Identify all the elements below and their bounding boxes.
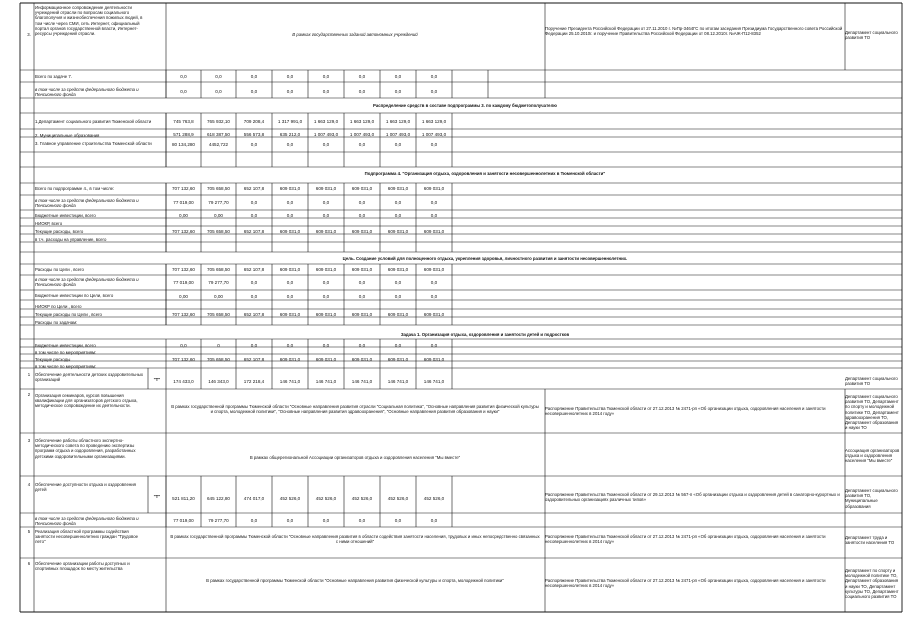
value-cell: 707 132,60 <box>172 186 195 191</box>
value-cell: 0,0 <box>430 213 438 218</box>
value-cell: 0,0 <box>215 89 222 94</box>
value-cell: 0,0 <box>322 294 330 299</box>
federal-share-label: в том числе за средств федерального бюджета и Пенсионного фонда <box>35 516 139 527</box>
value-cell: 0,0 <box>250 294 258 299</box>
value-cell: 452 526,0 <box>351 496 373 501</box>
row-number: 6 <box>27 561 31 566</box>
goal-total-label: Расходы по Цели , всего <box>35 267 84 272</box>
row-number: 5 <box>27 529 31 534</box>
value-cell: 609 031,0 <box>387 186 409 191</box>
value-cell: 1 663 129,0 <box>421 119 447 124</box>
value-cell: 652 107,8 <box>243 267 265 272</box>
value-cell: 618 387,50 <box>207 132 230 137</box>
measure-label: Организация семинаров, курсов повышения квалификации для организаторов детского отдыха, методическое сопровождение их деятельности. <box>35 393 138 409</box>
value-cell: 652 107,8 <box>243 312 265 317</box>
row-number: 3. <box>27 32 31 37</box>
row-number: 3 <box>27 438 31 443</box>
value-cell: 0,0 <box>215 74 222 79</box>
value-cell: 0,0 <box>286 89 294 94</box>
value-cell: 0,0 <box>430 280 438 285</box>
value-cell: 0,0 <box>322 518 330 523</box>
recipient-municipal: 2. Муниципальные образования <box>35 133 100 138</box>
value-cell: 0,0 <box>250 343 258 348</box>
value-cell: 705 658,50 <box>207 312 230 317</box>
implementation-note: В рамках государственной программы Тюменской области "Основные направления развития в области содействия занятости населения, трудовых и иных непосредственно связанных с ними отношений" <box>170 534 540 545</box>
measure-label: Обеспечение организации работы доступных и спортивных площадок по месту жительства <box>35 561 130 572</box>
value-cell: 77 019,00 <box>173 280 194 285</box>
tasks-label: Расходы по задачам: <box>35 320 78 325</box>
value-cell: 556 573,8 <box>243 132 265 137</box>
task-incl-label: в том числе по мероприятиям: <box>35 364 97 369</box>
value-cell: 0,0 <box>358 280 366 285</box>
mark-t: "Т" <box>153 377 161 382</box>
value-cell: 146 741,0 <box>279 379 301 384</box>
value-cell: 0,0 <box>394 89 402 94</box>
value-cell: 609 031,0 <box>423 186 445 191</box>
legal-basis: Распоряжение Правительства Тюменской области от 27.12.2013 № 2471-рп «Об организации отдыха, оздоровления населения и занятости несовершеннолетних в 2014 году» <box>545 534 826 545</box>
value-cell: 0,0 <box>322 213 330 218</box>
capital-investments-label: Бюджетные инвестиции, всего <box>35 213 96 218</box>
value-cell: 609 031,0 <box>423 267 445 272</box>
value-cell: 609 031,0 <box>315 312 337 317</box>
value-cell: 0,0 <box>430 142 438 147</box>
value-cell: 172 218,4 <box>243 379 265 384</box>
value-cell: 0,0 <box>286 142 294 147</box>
task1-header: Задача 1. Организация отдыха, оздоровления и занятости детей и подростков <box>400 332 570 337</box>
distribution-header: Распределение средств в составе подпрограммы 3. по каждому бюджетополучателю <box>373 103 557 108</box>
value-cell: 521 811,20 <box>172 496 195 501</box>
value-cell: 0,0 <box>322 280 330 285</box>
value-cell: 1 663 129,0 <box>313 119 339 124</box>
mark-t: "Т" <box>153 494 161 499</box>
measure-label: Обеспечение доступности отдыха и оздоровления детей <box>35 482 136 493</box>
value-cell: 146 741,0 <box>351 379 373 384</box>
value-cell: 652 107,8 <box>243 229 265 234</box>
value-cell: 0,00 <box>214 294 223 299</box>
value-cell: 0,0 <box>286 294 294 299</box>
value-cell: 609 031,0 <box>351 186 373 191</box>
measure-label: Информационное сопровождение деятельности учреждений отрасли по вопросам социального благополучия и жизнеобеспечения пожилых людей, в том числе через СМИ, сеть Интернет, официальный портал органов государственной власти, Интернет-ресурсы учреждений отрасли. <box>35 5 143 37</box>
executor: Департамент социального развития ТО <box>845 376 898 387</box>
task-investments-label: Бюджетные инвестиции, всего <box>35 343 96 348</box>
value-cell: 0,0 <box>358 518 366 523</box>
federal-share-label: в том числе за средств федерального бюджета и Пенсионного фонда <box>35 87 139 98</box>
value-cell: 0,0 <box>250 280 258 285</box>
value-cell: 609 031,0 <box>279 312 301 317</box>
value-cell: 80 134,280 <box>172 142 195 147</box>
value-cell: 0,0 <box>250 89 258 94</box>
value-cell: 146 741,0 <box>387 379 409 384</box>
value-cell: 0,00 <box>179 294 188 299</box>
value-cell: 609 031,0 <box>279 267 301 272</box>
value-cell: 0,0 <box>286 200 294 205</box>
value-cell: 77 019,00 <box>173 518 194 523</box>
value-cell: 452 526,0 <box>387 496 409 501</box>
recipient-dsr: 1.Департамент социального развития Тюменской области <box>35 119 152 124</box>
value-cell: 0,0 <box>322 200 330 205</box>
value-cell: 4452,722 <box>208 142 229 147</box>
value-cell: 635 212,0 <box>279 132 301 137</box>
value-cell: 146 741,0 <box>315 379 337 384</box>
measure-label: Обеспечение работы областного экспертно-методического совета по проведению экспертизы программ отдыха и оздоровления, разработанных детскими оздоровительными организациями. <box>35 438 136 459</box>
value-cell: 0,0 <box>358 142 366 147</box>
federal-share-label: в том числе за средств федерального бюджета и Пенсионного фонда <box>35 277 139 288</box>
value-cell: 1 007 493,0 <box>349 132 375 137</box>
value-cell: 609 031,0 <box>315 267 337 272</box>
value-cell: 745 763,8 <box>173 119 194 124</box>
niokr-label: НИОКР, всего <box>35 221 63 226</box>
value-cell: 0,0 <box>250 142 258 147</box>
executor: Департамент труда и занятости населения ТО <box>845 535 895 546</box>
value-cell: 609 031,0 <box>351 312 373 317</box>
management-costs-label: в т.ч. расходы на управление, всего <box>35 237 107 242</box>
value-cell: 0,0 <box>322 89 330 94</box>
value-cell: 0,0 <box>358 200 366 205</box>
value-cell: 705 658,50 <box>207 357 230 362</box>
goal-current-label: Текущие расходы по Цели , всего <box>35 312 102 317</box>
value-cell: 0,0 <box>430 294 438 299</box>
value-cell: 609 031,0 <box>351 357 373 362</box>
recipient-construction: 3. Главное управление строительства Тюменской области <box>35 141 152 146</box>
value-cell: 0,0 <box>250 74 258 79</box>
value-cell: 0,0 <box>286 518 294 523</box>
value-cell: 0,00 <box>214 213 223 218</box>
value-cell: 0,0 <box>394 518 402 523</box>
value-cell: 705 658,50 <box>207 186 230 191</box>
value-cell: 474 017,0 <box>243 496 265 501</box>
value-cell: 707 132,60 <box>172 267 195 272</box>
value-cell: 609 031,0 <box>315 229 337 234</box>
value-cell: 609 031,0 <box>387 312 409 317</box>
value-cell: 0 <box>217 343 220 348</box>
value-cell: 652 107,8 <box>243 357 265 362</box>
value-cell: 609 031,0 <box>423 229 445 234</box>
total-sub4-label: Всего по подпрограмме 4., в том числе: <box>35 186 115 191</box>
row-number: 4 <box>27 482 31 487</box>
value-cell: 609 031,0 <box>387 357 409 362</box>
row-number: 1 <box>27 372 31 377</box>
subprogram4-header: Подпрограмма 4. "Организация отдыха, оздоровления и занятости несовершеннолетних в Тюменской области" <box>364 171 606 176</box>
value-cell: 0,0 <box>322 343 330 348</box>
value-cell: 609 031,0 <box>351 229 373 234</box>
implementation-note: В рамках государственной программы Тюменской области "Основные направления развития физической культуры и спорта, молодежной политики" <box>206 578 504 583</box>
value-cell: 0,0 <box>180 89 187 94</box>
value-cell: 1 663 129,0 <box>349 119 375 124</box>
value-cell: 146 741,0 <box>423 379 445 384</box>
value-cell: 0,0 <box>394 343 402 348</box>
value-cell: 77 019,00 <box>173 200 194 205</box>
value-cell: 0,0 <box>394 280 402 285</box>
value-cell: 79 277,70 <box>208 518 229 523</box>
value-cell: 609 031,0 <box>315 357 337 362</box>
total-task7-label: Всего по задаче 7. <box>35 74 72 79</box>
current-costs-label: Текущие расходы, всего <box>35 229 84 234</box>
value-cell: 0,0 <box>430 518 438 523</box>
value-cell: 452 526,0 <box>279 496 301 501</box>
value-cell: 0,0 <box>358 343 366 348</box>
value-cell: 0,0 <box>322 74 330 79</box>
goal-niokr-label: НИОКР по Цели , всего <box>35 304 82 309</box>
executor: Департамент по спорту и молодежной политике ТО, Департамент образования и науки ТО, Департамент культуры ТО, Департамент социального развития ТО <box>845 568 899 600</box>
value-cell: 0,0 <box>180 74 187 79</box>
value-cell: 452 526,0 <box>315 496 337 501</box>
goal-investments-label: Бюджетные инвестиции по Цели, всего <box>35 293 114 298</box>
value-cell: 0,0 <box>430 200 438 205</box>
value-cell: 0,0 <box>358 89 366 94</box>
legal-basis: Распоряжение Правительства Тюменской области от 27.12.2013 № 2471-рп «Об организации отдыха, оздоровления населения и занятости несовершеннолетних в 2014 году» <box>545 406 826 417</box>
value-cell: 0,0 <box>358 74 366 79</box>
value-cell: 0,0 <box>286 74 294 79</box>
value-cell: 709 208,4 <box>243 119 265 124</box>
value-cell: 609 031,0 <box>387 229 409 234</box>
goal-header: Цель. Создание условий для полноценного отдыха, укрепления здоровья, личностного развития и занятости несовершеннолетних. <box>342 256 628 261</box>
legal-basis: Распоряжение Правительства Тюменской области от 27.12.2013 № 2471-рп «Об организации отдыха, оздоровления населения и занятости несовершеннолетних в 2014 году» <box>545 578 826 589</box>
value-cell: 0,0 <box>430 89 438 94</box>
value-cell: 609 031,0 <box>351 267 373 272</box>
value-cell: 645 122,80 <box>207 496 230 501</box>
value-cell: 705 658,50 <box>207 229 230 234</box>
measure-label: Обеспечение деятельности детских оздоровительных организаций <box>35 372 144 383</box>
row-number: 2 <box>27 392 31 397</box>
value-cell: 0,0 <box>394 294 402 299</box>
value-cell: 609 031,0 <box>279 357 301 362</box>
value-cell: 0,0 <box>430 343 438 348</box>
value-cell: 0,00 <box>179 213 188 218</box>
task-incl-label: в том числе по мероприятиям: <box>35 350 97 355</box>
federal-share-label: в том числе за средств федерального бюджета и Пенсионного фонда <box>35 198 139 209</box>
value-cell: 0,0 <box>394 213 402 218</box>
value-cell: 652 107,8 <box>243 186 265 191</box>
value-cell: 0,0 <box>286 213 294 218</box>
implementation-note: В рамках государственной программы Тюменской области "Основные направления развития отрасли "Социальная политика", "Основные направления развития физической культуры и спорта, молодежной политики", "Основные направления развития здравоохранения", "Основные направления развития образования и науки" <box>171 404 539 415</box>
value-cell: 1 007 493,0 <box>313 132 339 137</box>
task-current-label: Текущие расходы <box>35 357 71 362</box>
legal-basis: Поручение Президента Российской Федерации от 27.11.2010 г. №Пр-3464ГС по итогам заседания Президиума Государственного совета Российской Федерации 25.10.2010г. и поручение Правительства Российской Федерации от 08.12.2010г. №АЖ-П12-8352 <box>545 26 843 37</box>
value-cell: 609 031,0 <box>387 267 409 272</box>
value-cell: 707 132,60 <box>172 357 195 362</box>
executor: Ассоциация организаторов отдыха и оздоровления населения "Мы вместе" <box>845 448 900 464</box>
value-cell: 0,0 <box>430 74 438 79</box>
value-cell: 0,0 <box>394 74 402 79</box>
value-cell: 707 132,60 <box>172 229 195 234</box>
value-cell: 79 277,70 <box>208 280 229 285</box>
executor: Департамент социального развития ТО <box>845 30 898 41</box>
value-cell: 0,0 <box>250 213 258 218</box>
implementation-note: В рамках общерегиональной Ассоциации организаторов отдыха и оздоровления населения "Мы вместе" <box>249 455 461 460</box>
value-cell: 707 132,60 <box>172 312 195 317</box>
value-cell: 609 031,0 <box>423 357 445 362</box>
value-cell: 609 031,0 <box>279 229 301 234</box>
value-cell: 0,0 <box>286 343 294 348</box>
executor: Департамент социального развития ТО, Муниципальные образования <box>845 488 898 509</box>
value-cell: 609 031,0 <box>423 312 445 317</box>
value-cell: 1 663 129,0 <box>385 119 411 124</box>
value-cell: 146 343,0 <box>208 379 229 384</box>
value-cell: 1 317 991,0 <box>277 119 303 124</box>
value-cell: 0,0 <box>358 213 366 218</box>
value-cell: 0,0 <box>250 200 258 205</box>
value-cell: 0,0 <box>322 142 330 147</box>
value-cell: 0,0 <box>358 294 366 299</box>
value-cell: 1 007 493,0 <box>385 132 411 137</box>
measure-label: Реализация областной программы содействия занятости несовершеннолетних граждан "Трудовое лето" <box>35 529 139 545</box>
legal-basis: Распоряжение Правительства Тюменской области от 29.12.2013 № 567-п «Об организации отдыха и оздоровления детей в санаторно-курортных и оздоровительных организациях различных типов» <box>545 492 840 503</box>
executor: Департамент социального развития ТО, Департамент по спорту и молодежной политике ТО, Департамент здравоохранения ТО, Департамент образования и науки ТО <box>845 394 899 431</box>
value-cell: 174 433,0 <box>173 379 194 384</box>
value-cell: 0,0 <box>394 200 402 205</box>
value-cell: 0,0 <box>180 343 187 348</box>
value-cell: 609 031,0 <box>279 186 301 191</box>
implementation-note: В рамках государственных заданий автономных учреждений <box>292 32 418 37</box>
value-cell: 1 007 493,0 <box>421 132 447 137</box>
value-cell: 609 031,0 <box>315 186 337 191</box>
value-cell: 79 277,70 <box>208 200 229 205</box>
value-cell: 705 658,50 <box>207 267 230 272</box>
value-cell: 452 526,0 <box>423 496 445 501</box>
value-cell: 0,0 <box>286 280 294 285</box>
value-cell: 0,0 <box>394 142 402 147</box>
value-cell: 765 932,10 <box>207 119 230 124</box>
value-cell: 571 288,9 <box>173 132 194 137</box>
value-cell: 0,0 <box>250 518 258 523</box>
